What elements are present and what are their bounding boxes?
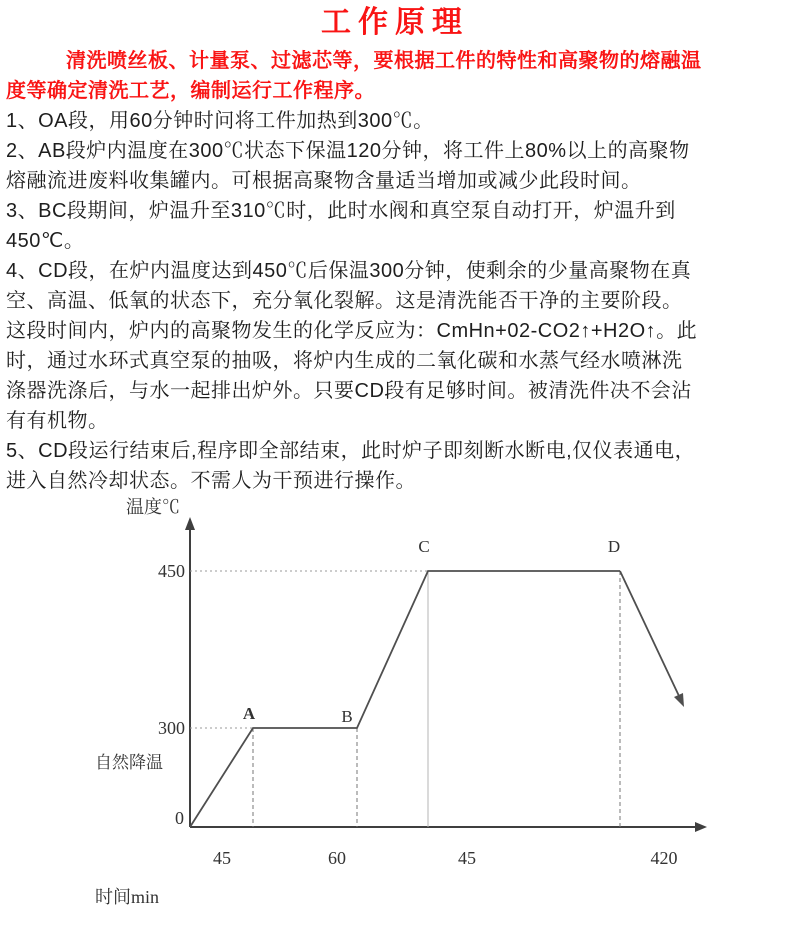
text-line: 空、高温、低氧的状态下，充分氧化裂解。这是清洗能否干净的主要阶段。 [6,290,683,312]
x-segment-label-1: 45 [213,848,231,868]
procedure-item-1 [6,106,782,136]
text-line: 3、BC段期间，炉温升至310℃时，此时水阀和真空泵自动打开，炉温升到 [6,200,676,222]
y-axis-label: 温度℃ [126,497,180,517]
procedure-item-4 [6,256,782,436]
point-label-B: B [341,707,353,726]
natural-cooling-annotation: 自然降温 [95,753,163,772]
y-tick-300: 300 [158,718,185,738]
temperature-time-chart [0,496,790,916]
x-segment-label-3: 45 [458,848,476,868]
procedure-item-5 [6,436,782,496]
point-label-C: C [418,537,430,556]
cooling-arrowhead-icon [674,693,684,707]
text-line: 2、AB段炉内温度在300℃状态下保温120分钟，将工件上80%以上的高聚物 [6,140,690,162]
text-line: 1、OA段，用60分钟时问将工件加热到300℃。 [6,110,434,132]
procedure-item-2 [6,136,782,196]
text-line: 时，通过水环式真空泵的抽吸，将炉内生成的二氧化碳和水蒸气经水喷淋洗 [6,350,683,372]
intro-line-1: 清洗喷丝板、计量泵、过滤芯等，要根据工件的特性和高聚物的熔融温 [66,50,702,72]
y-tick-450: 450 [158,561,185,581]
cooling-line [620,571,679,696]
body-text-block [0,46,790,496]
text-line: 进入自然冷却状态。不需人为干预进行操作。 [6,470,416,492]
y-axis-arrowhead-icon [185,517,195,530]
x-axis-arrowhead-icon [695,822,707,832]
text-line: 有有机物。 [6,410,109,432]
point-label-A: A [242,704,256,723]
x-segment-label-4: 420 [650,848,678,868]
text-line: 涤器洗涤后，与水一起排出炉外。只要CD段有足够时间。被清洗件决不会沾 [6,380,692,402]
x-segment-label-2: 60 [328,848,346,868]
page-title: 工作原理 [321,6,469,39]
document-page [0,6,790,926]
text-line: 450℃。 [6,230,85,252]
text-line: 熔融流进废料收集罐内。可根据高聚物含量适当增加或减少此段时间。 [6,170,642,192]
procedure-item-3 [6,196,782,256]
intro-line-2: 度等确定清洗工艺，编制运行工作程序。 [6,80,375,102]
x-axis-label: 时间min [95,887,160,907]
intro-paragraph [6,46,782,106]
text-line: 这段时间内，炉内的高聚物发生的化学反应为：CmHn+02-CO2↑+H2O↑。此 [6,320,698,342]
point-label-D: D [607,537,621,556]
text-line: 5、CD段运行结束后,程序即全部结束，此时炉子即刻断水断电,仅仪表通电， [6,440,696,462]
text-line: 4、CD段，在炉内温度达到450℃后保温300分钟，使剩余的少量高聚物在真 [6,260,692,282]
temperature-curve [190,571,620,827]
y-tick-0: 0 [175,808,184,828]
